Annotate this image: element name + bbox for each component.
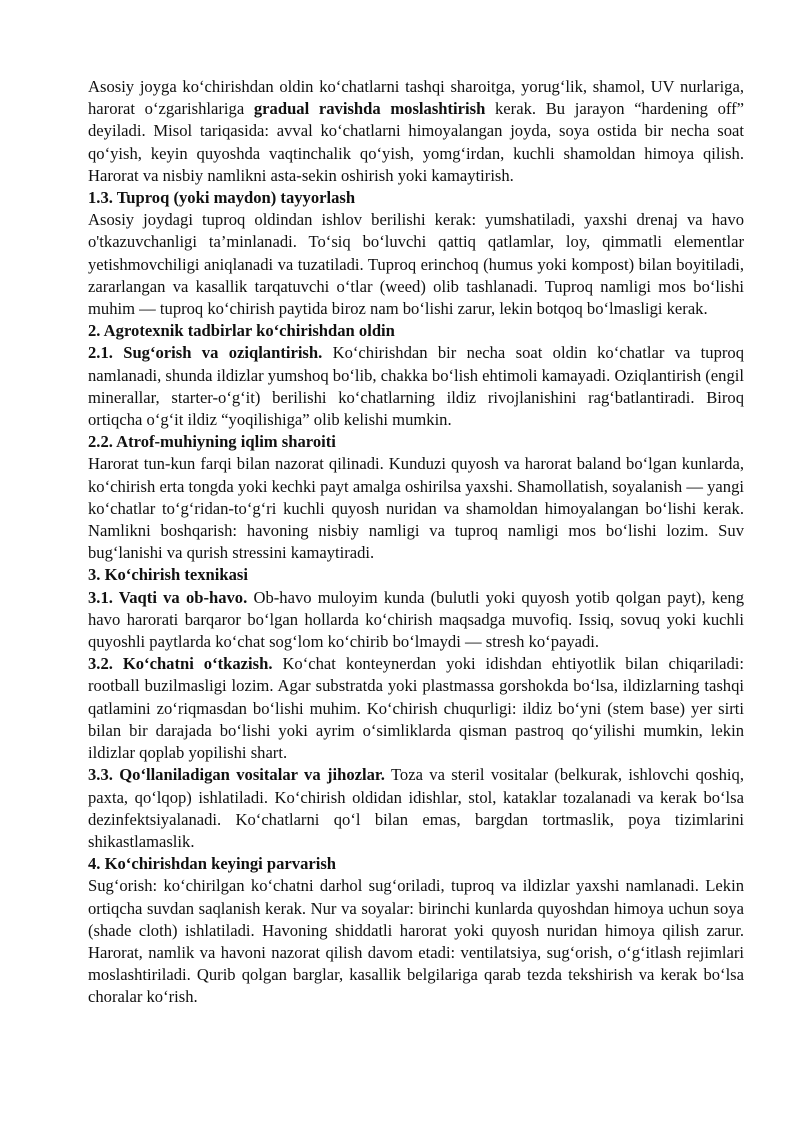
heading-climate-conditions: 2.2. Atrof-muhiyning iqlim sharoiti xyxy=(88,432,336,452)
subheading-inline: 3.2. Ko‘chatni o‘tkazish. xyxy=(88,654,273,674)
heading-agrotechnical-measures: 2. Agrotexnik tadbirlar ko‘chirishdan oldin xyxy=(88,321,395,341)
subheading-inline: 3.1. Vaqti va ob-havo. xyxy=(88,587,248,607)
paragraph-aftercare xyxy=(88,875,744,1008)
heading-soil-preparation: 1.3. Tuproq (yoki maydon) tayyorlash xyxy=(88,188,356,208)
heading-transplant-technique: 3. Ko‘chirish texnikasi xyxy=(88,565,248,585)
subheading-inline: 3.3. Qo‘llaniladigan vositalar va jihozlar. xyxy=(88,765,385,785)
paragraph-hardening-off xyxy=(88,76,744,187)
paragraph-timing-weather xyxy=(88,587,744,654)
paragraph-text: Asosiy joyga ko‘chirishdan oldin ko‘chatlarni tashqi sharoitga, yorug‘lik, shamol, UV nurlariga, harorat o‘zgarishlariga xyxy=(88,77,744,119)
paragraph-soil-preparation xyxy=(88,209,744,320)
paragraph-planting-seedling xyxy=(88,653,744,764)
heading-aftercare: 4. Ko‘chirishdan keyingi parvarish xyxy=(88,854,337,874)
paragraph-text: Ko‘chat konteynerdan yoki idishdan ehtiyotlik bilan chiqariladi: rootball buzilmasligi lozim. Agar substratda yoki plastmassa gorshokda bo‘lsa, ildizlarning tashqi qatlamini zo‘riqmasdan bo‘lishi muhim. Ko‘chirish chuqurligi: ildiz bo‘yni (stem base) yer sirti bilan bir darajada bo‘lishi yoki ayrim o‘simliklarda qisman pastroq qo‘yilishi mumkin, lekin ildizlar qoplab yopilishi shart. xyxy=(88,654,745,763)
paragraph-watering-feeding xyxy=(88,342,744,431)
bold-term: gradual ravishda moslashtirish xyxy=(253,99,486,119)
paragraph-text: Ob-havo muloyim kunda (bulutli yoki quyosh yotib qolgan payt), keng havo harorati barqaror bo‘lgan hollarda ko‘chirish maqsadga muvofiq. Issiq, sovuq yoki kuchli quyoshli paytlarda ko‘chat sog‘lom ko‘chirib bo‘lmaydi — stresh ko‘payadi. xyxy=(88,587,744,652)
paragraph-tools-equipment xyxy=(88,764,744,853)
paragraph-text: kerak. Bu jarayon “hardening off” deyiladi. Misol tariqasida: avval ko‘chatlarni himoyalangan joyda, soya ostida bir necha soat qo‘yish, keyin quyoshda vaqtinchalik qo‘yish, yomg‘irdan, kuchli shamoldan himoya qilish. Harorat va nisbiy namlikni asta-sekin oshirish yoki kamaytirish. xyxy=(88,99,745,185)
paragraph-text: Asosiy joydagi tuproq oldindan ishlov berilishi kerak: yumshatiladi, yaxshi drenaj va havo o'tkazuvchanligi ta’minlanadi. To‘siq bo‘luvchi qattiq qatlamlar, loy, qimmatli elementlar yetishmovchiligi aniqlanadi va tuzatiladi. Tuproq erinchoq (humus yoki kompost) bilan boyitiladi, zararlangan va kasallik tarqatuvchi o‘tlar (weed) olib tashlanadi. Tuproq namligi mos bo‘lishi muhim — tuproq ko‘chirish paytida biroz nam bo‘lishi zarur, lekin botqoq bo‘lmasligi kerak. xyxy=(88,210,744,319)
subheading-inline: 2.1. Sug‘orish va oziqlantirish. xyxy=(88,343,323,363)
paragraph-text: Toza va steril vositalar (belkurak, ishlovchi qoshiq, paxta, qo‘lqop) ishlatiladi. Ko‘chirish oldidan idishlar, stol, kataklar tozalanadi va kerak bo‘lsa dezinfektsiyalanadi. Ko‘chatlarni qo‘l bilan emas, bargdan tortmaslik, poya tizimlarini shikastlamaslik. xyxy=(88,765,744,851)
paragraph-text: Sug‘orish: ko‘chirilgan ko‘chatni darhol sug‘oriladi, tuproq va ildizlar yaxshi namlanadi. Lekin ortiqcha suvdan saqlanish kerak. Nur va soyalar: birinchi kunlarda quyoshdan himoya uchun soya (shade cloth) ishlatiladi. Havoning shiddatli harorat yoki quyosh nuridan himoya qilish zarur. Harorat, namlik va havoni nazorat qilish davom etadi: ventilatsiya, sug‘orish, o‘g‘itlash rejimlari moslashtiriladi. Qurib qolgan barglar, kasallik belgilariga qarab tezda tekshirish va kerak bo‘lsa choralar ko‘rish. xyxy=(88,876,744,1007)
paragraph-text: Harorat tun-kun farqi bilan nazorat qilinadi. Kunduzi quyosh va harorat baland bo‘lgan kunlarda, ko‘chirish erta tongda yoki kechki payt amalga oshirilsa yaxshi. Shamollatish, soyalanish — yangi ko‘chatlar to‘g‘ridan-to‘g‘ri kuchli quyosh nuridan va shamoldan himoyalangan bo‘lishi kerak. Namlikni boshqarish: havoning nisbiy namligi va tuproq namligi mos bo‘lishi lozim. Suv bug‘lanishi va qurish stressini kamaytiradi. xyxy=(88,454,744,563)
paragraph-text: Ko‘chirishdan bir necha soat oldin ko‘chatlar va tuproq namlanadi, shunda ildizlar yumshoq bo‘lib, chakka bo‘lish ehtimoli kamayadi. Oziqlantirish (engil minerallar, starter-o‘g‘it) berilishi ko‘chatlarning ildiz rivojlanishini rag‘batlantiradi. Biroq ortiqcha o‘g‘it ildiz “yoqilishiga” olib kelishi mumkin. xyxy=(88,343,744,430)
paragraph-climate-conditions xyxy=(88,453,744,564)
